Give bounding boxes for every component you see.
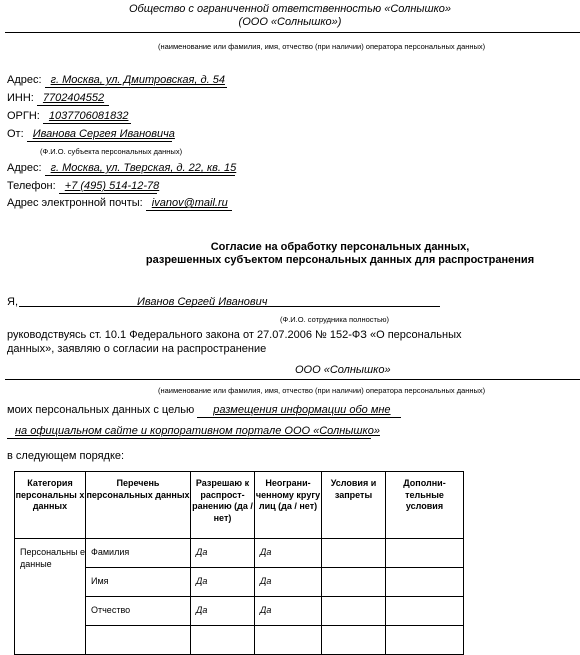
operator-address-row (7, 74, 227, 88)
operator-ogrn-row (7, 110, 131, 124)
subject-email-field (146, 197, 232, 211)
table-header-row (15, 472, 464, 539)
header-unlimited: Неограни- ченному кругу лиц (да / нет) (255, 472, 322, 539)
subject-email-row (7, 197, 232, 211)
subject-from-field (27, 128, 175, 142)
operator-ogrn-field (43, 110, 131, 124)
consent-table (14, 471, 464, 655)
purpose-field-2 (7, 425, 380, 439)
employee-name: Иванов Сергей Иванович (137, 296, 268, 308)
subject-from-row (7, 128, 175, 142)
conditions-cell (322, 626, 386, 655)
operator-address-field (45, 74, 227, 88)
item-cell: Фамилия (86, 539, 191, 568)
operator-inn-row (7, 92, 109, 106)
subject-from-caption: (Ф.И.О. субъекта персональных данных) (40, 147, 183, 156)
unlimited-cell (255, 626, 322, 655)
operator-caption: (наименование или фамилия, имя, отчество (при наличии) оператора персональных данных) (158, 386, 486, 395)
table-row (15, 539, 464, 568)
unlimited-cell: Да (255, 597, 322, 626)
unlimited-cell: Да (255, 539, 322, 568)
subject-phone-field (59, 180, 160, 194)
subject-address-row (7, 162, 235, 176)
category-cell: Персональны е данные (15, 539, 86, 655)
conditions-cell (322, 539, 386, 568)
order-label: в следующем порядке: (7, 450, 125, 462)
purpose-label: моих персональных данных с целью (7, 404, 195, 416)
org-short-name: (ООО «Солнышко») (238, 16, 342, 28)
subject-phone-value: +7 (495) 514-12-78 (64, 180, 160, 192)
purpose-row-2 (7, 425, 380, 439)
document-title-line1: Согласие на обработку персональных данных, (210, 241, 470, 253)
purpose-value-line2: на официальном сайте и корпоративном портале ООО «Солнышко» (15, 425, 380, 437)
org-name: Общество с ограниченной ответственностью «Солнышко» (128, 3, 452, 15)
allow-cell: Да (191, 539, 255, 568)
subject-address-value: г. Москва, ул. Тверская, д. 22, кв. 15 (50, 162, 237, 174)
operator-ogrn-value: 1037706081832 (48, 110, 129, 122)
subject-phone-row (7, 180, 160, 194)
conditions-cell (322, 568, 386, 597)
subject-address-label: Адрес: (7, 162, 42, 174)
purpose-field-1 (197, 404, 401, 418)
document-title-line2: разрешенных субъектом персональных данных для распространения (145, 254, 535, 266)
operator-inn-label: ИНН: (7, 92, 34, 104)
item-cell: Имя (86, 568, 191, 597)
header-allow: Разрешаю к распрост- ранению (да / нет) (191, 472, 255, 539)
purpose-value-line1: размещения информации обо мне (213, 404, 391, 416)
item-cell: Отчество (86, 597, 191, 626)
subject-from-value: Иванова Сергея Ивановича (32, 128, 175, 140)
conditions-cell (322, 597, 386, 626)
subject-address-field (45, 162, 235, 176)
header-data-list: Перечень персональных данных (86, 472, 191, 539)
item-cell (86, 626, 191, 655)
subject-from-label: От: (7, 128, 24, 140)
operator-divider (5, 379, 580, 380)
header-conditions: Условия и запреты (322, 472, 386, 539)
operator-inn-field (37, 92, 109, 106)
i-label: Я, (7, 296, 18, 308)
law-text-line2: данных», заявляю о согласии на распространение (7, 343, 267, 355)
org-caption: (наименование или фамилия, имя, отчество (при наличии) оператора персональных данных) (158, 42, 486, 51)
employee-name-caption: (Ф.И.О. сотрудника полностью) (280, 315, 390, 324)
operator-name: ООО «Солнышко» (295, 364, 391, 376)
header-category: Категория персональны х данных (15, 472, 86, 539)
additional-cell (386, 568, 464, 597)
header-additional: Дополни- тельные условия (386, 472, 464, 539)
additional-cell (386, 626, 464, 655)
allow-cell: Да (191, 568, 255, 597)
operator-address-value: г. Москва, ул. Дмитровская, д. 54 (50, 74, 225, 86)
purpose-row (7, 404, 401, 418)
operator-inn-value: 7702404552 (42, 92, 105, 104)
allow-cell: Да (191, 597, 255, 626)
allow-cell (191, 626, 255, 655)
org-divider (5, 32, 580, 33)
subject-phone-label: Телефон: (7, 180, 56, 192)
subject-email-value: ivanov@mail.ru (151, 197, 228, 209)
unlimited-cell: Да (255, 568, 322, 597)
operator-ogrn-label: ОРГН: (7, 110, 40, 122)
law-text-line1: руководствуясь ст. 10.1 Федерального закона от 27.07.2006 № 152-ФЗ «О персональных (7, 329, 462, 341)
additional-cell (386, 539, 464, 568)
subject-email-label: Адрес электронной почты: (7, 197, 143, 209)
operator-address-label: Адрес: (7, 74, 42, 86)
additional-cell (386, 597, 464, 626)
